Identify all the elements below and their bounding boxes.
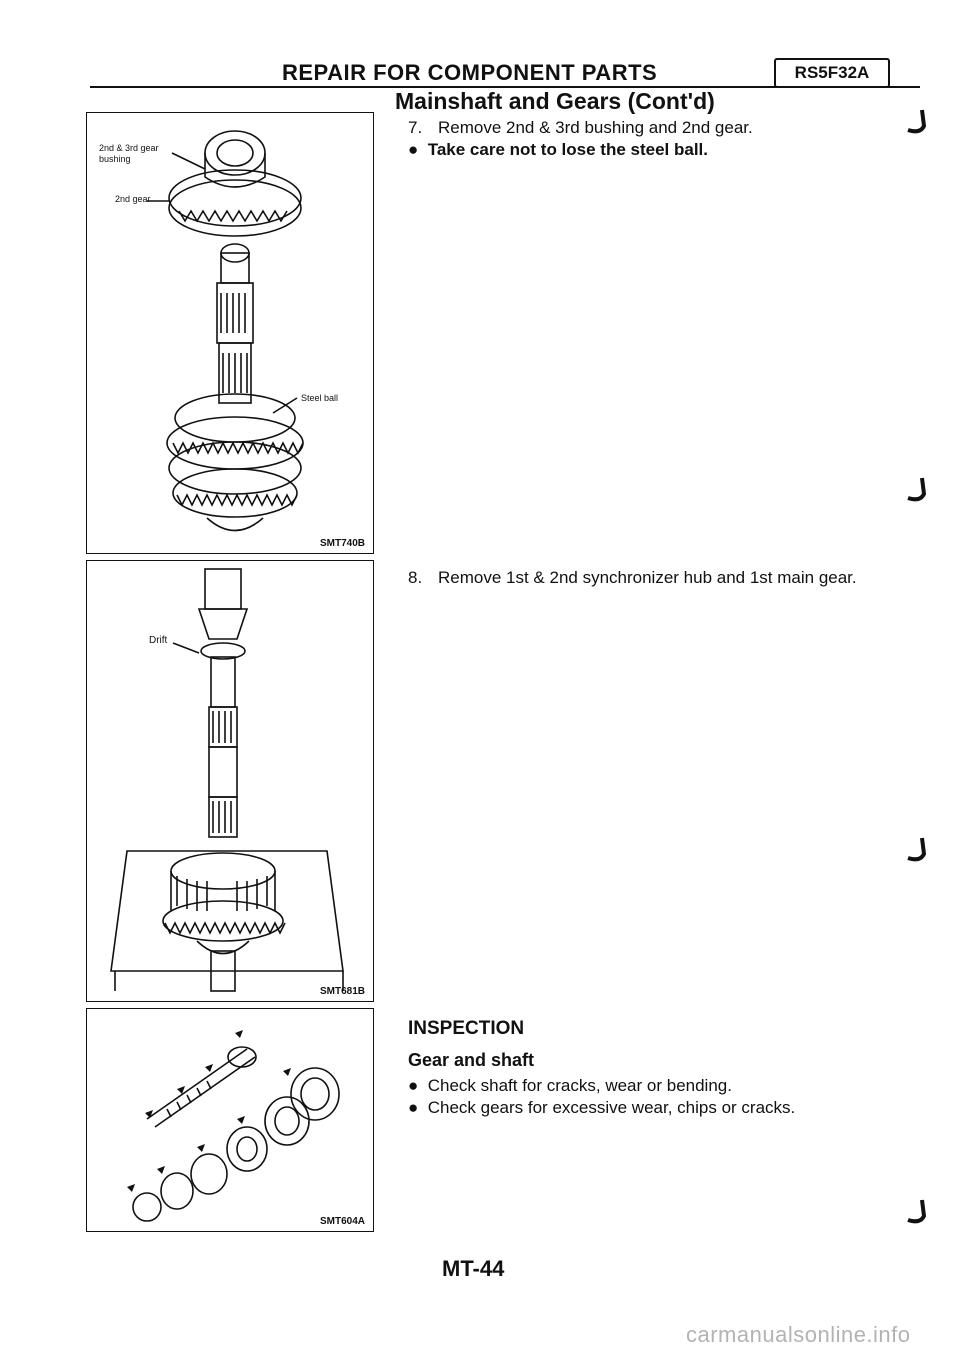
- bullet-dot: ●: [408, 140, 428, 159]
- figure-code: SMT604A: [319, 1216, 365, 1227]
- step-7-number: 7.: [408, 118, 423, 137]
- bullet-dot: ●: [408, 1098, 428, 1117]
- inspection-subheading: Gear and shaft: [408, 1050, 535, 1070]
- inspection-bullet-2-text: Check gears for excessive wear, chips or cracks.: [427, 1098, 796, 1117]
- step-7-bullet: [408, 140, 708, 160]
- label-bushing-line1: 2nd & 3rd gear: [99, 143, 159, 153]
- gears-shaft-inspection-illustration: [87, 1009, 373, 1231]
- page-number: MT-44: [442, 1256, 505, 1281]
- step-7-bullet-text: Take care not to lose the steel ball.: [427, 140, 708, 159]
- figure-code: SMT740B: [319, 538, 365, 549]
- figure-smt604a: [86, 1008, 374, 1232]
- section-title: Mainshaft and Gears (Cont'd): [395, 88, 715, 114]
- inspection-bullet-2: [408, 1098, 795, 1118]
- margin-check-mark-icon: [900, 836, 934, 866]
- label-bushing-line2: bushing: [99, 154, 131, 164]
- figure-smt740b: [86, 112, 374, 554]
- step-8-number: 8.: [408, 568, 423, 587]
- step-7-text: Remove 2nd & 3rd bushing and 2nd gear.: [438, 118, 753, 137]
- inspection-bullet-1: [408, 1076, 732, 1096]
- mainshaft-bushing-illustration: [87, 113, 373, 553]
- page-header-title: REPAIR FOR COMPONENT PARTS: [282, 60, 658, 85]
- inspection-bullet-1-text: Check shaft for cracks, wear or bending.: [427, 1076, 732, 1095]
- model-code-badge: RS5F32A: [774, 58, 890, 88]
- figure-smt681b: [86, 560, 374, 1002]
- label-drift: Drift: [149, 635, 168, 646]
- margin-check-mark-icon: [900, 476, 934, 506]
- margin-check-mark-icon: [900, 108, 934, 138]
- margin-check-mark-icon: [900, 1198, 934, 1228]
- figure-code: SMT681B: [319, 986, 365, 997]
- label-steel-ball: Steel ball: [301, 393, 339, 403]
- drift-press-illustration: [87, 561, 373, 1001]
- inspection-heading: INSPECTION: [408, 1018, 525, 1039]
- label-2nd-gear: 2nd gear: [115, 194, 151, 204]
- step-8-text: Remove 1st & 2nd synchronizer hub and 1st main gear.: [438, 568, 857, 587]
- bullet-dot: ●: [408, 1076, 428, 1095]
- watermark-text: carmanualsonline.info: [686, 1322, 911, 1347]
